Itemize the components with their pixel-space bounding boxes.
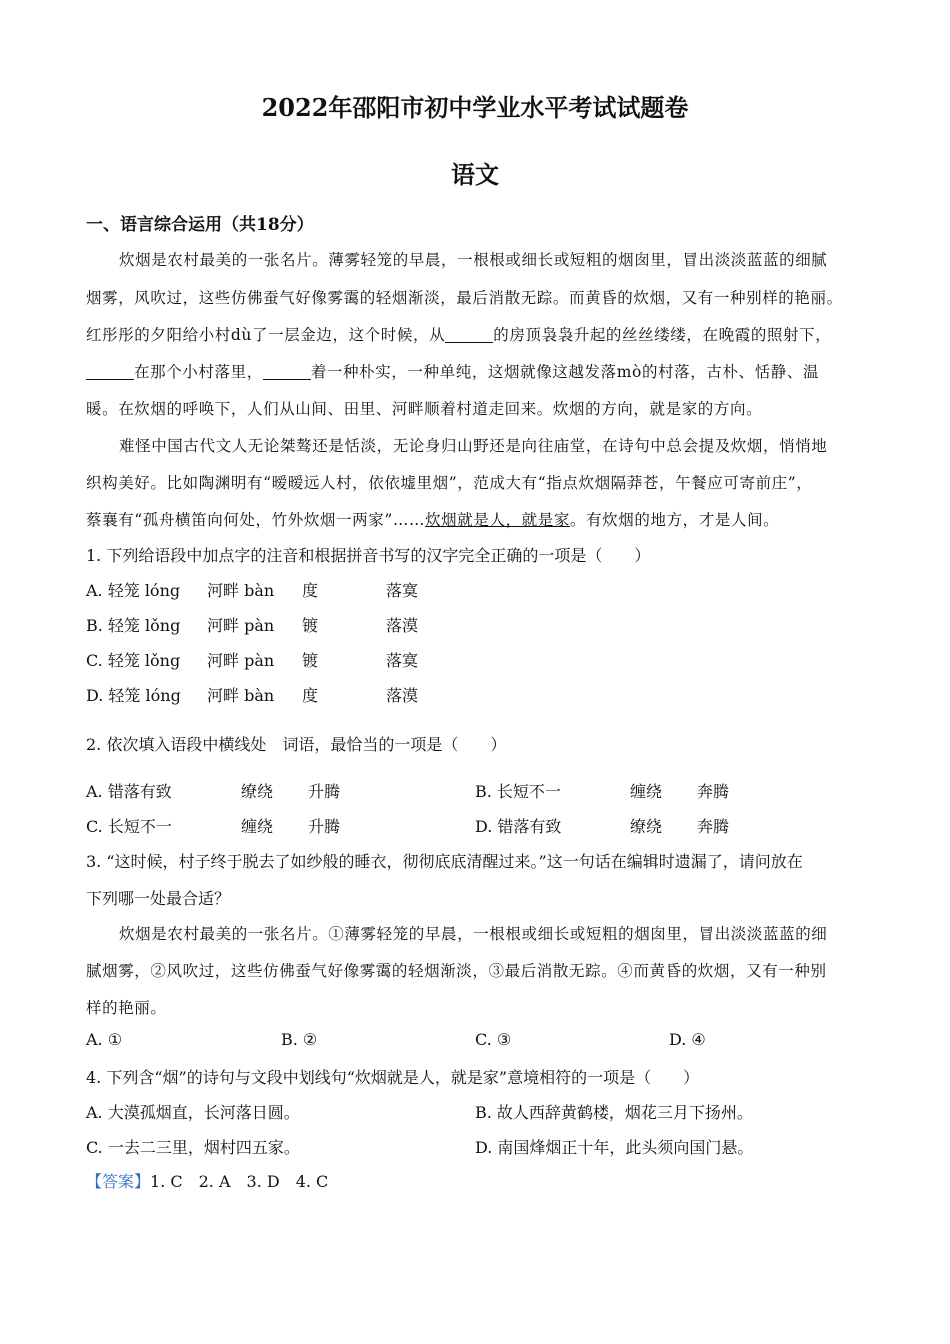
q1-option-d-part: 度 [302, 686, 319, 705]
passage-text: 红彤彤的夕阳给小村dù了一层金边，这个时候，从 [86, 326, 446, 344]
q1-option-d-part: 落漠 [386, 686, 419, 705]
q2-option-d: D. 错落有致 [475, 817, 562, 836]
q2-option-a-part: 缭绕 [241, 782, 274, 801]
q2-option-b-part: 缠绕 [630, 782, 663, 801]
passage-text: 的房顶袅袅升起的丝丝缕缕，在晚霞的照射下， [493, 326, 832, 344]
q2-option-a: A. 错落有致 [86, 782, 172, 801]
q3-option-d: D. ④ [669, 1030, 706, 1049]
q4-option-a: A. 大漠孤烟直，长河落日圆。 [86, 1103, 300, 1122]
subject-title: 语文 [451, 160, 499, 189]
q1-option-a: A. 轻笼 lóng [86, 581, 181, 600]
answer-text: 1. C 2. A 3. D 4. C [150, 1172, 329, 1191]
passage-text: 在那个小村落里， [134, 363, 263, 381]
passage-line: 炊烟是农村最美的一张名片。薄雾轻笼的早晨，一根根或细长或短粗的烟囱里，冒出淡淡蓝蓝的细腻 [119, 251, 828, 269]
q3-passage-line: 腻烟雾，②风吹过，这些仿佛蚕气好像雾霭的轻烟渐淡，③最后消散无踪。④而黄昏的炊烟，又有一种别 [86, 962, 827, 980]
q3-passage-line: 炊烟是农村最美的一张名片。①薄雾轻笼的早晨，一根根或细长或短粗的烟囱里，冒出淡淡蓝蓝的细 [119, 925, 828, 943]
fill-blank [445, 327, 493, 344]
q1-option-b-part: 落漠 [386, 616, 419, 635]
fill-blank [263, 364, 311, 381]
passage-line: 难怪中国古代文人无论桀骜还是恬淡，无论身归山野还是向往庙堂，在诗句中总会提及炊烟，悄悄地 [119, 437, 828, 455]
q1-option-a-part: 度 [302, 581, 319, 600]
passage-line [86, 508, 866, 530]
q3-option-a: A. ① [86, 1030, 123, 1049]
q1-option-b: B. 轻笼 lǒng [86, 616, 181, 635]
question-1-stem: 1. 下列给语段中加点字的注音和根据拼音书写的汉字完全正确的一项是（ ） [86, 546, 651, 565]
q1-option-d-part: 河畔 bàn [207, 686, 275, 705]
fill-blank [86, 364, 134, 381]
q2-option-c-part: 缠绕 [241, 817, 274, 836]
q3-passage-line: 样的艳丽。 [86, 999, 167, 1017]
q1-option-d: D. 轻笼 lóng [86, 686, 181, 705]
question-3-stem-cont: 下列哪一处最合适？ [86, 889, 231, 908]
question-3-stem: 3. “这时候，村子终于脱去了如纱般的睡衣，彻彻底底清醒过来。”这一句话在编辑时遗漏了，请问放在 [86, 852, 803, 871]
q2-option-d-part: 缭绕 [630, 817, 663, 836]
passage-line: 织构美好。比如陶渊明有“暧暧远人村，依依墟里烟”，范成大有“指点炊烟隔莽苍，午餐应可寄前庄”， [86, 474, 813, 492]
q1-option-b-part: 镀 [302, 616, 319, 635]
q4-option-c: C. 一去二三里，烟村四五家。 [86, 1138, 300, 1157]
q3-option-c: C. ③ [475, 1030, 512, 1049]
q1-option-c-part: 落寞 [386, 651, 419, 670]
q1-option-b-part: 河畔 pàn [207, 616, 275, 635]
passage-line [86, 360, 866, 382]
q4-option-b: B. 故人西辞黄鹤楼，烟花三月下扬州。 [475, 1103, 753, 1122]
q2-option-b: B. 长短不一 [475, 782, 561, 801]
q2-option-d-part: 奔腾 [697, 817, 730, 836]
passage-text: 着一种朴实，一种单纯，这烟就像这越发落mò的村落，古朴、恬静、温 [310, 363, 820, 381]
section-heading: 一、语言综合运用（共18分） [86, 215, 314, 235]
q2-option-c-part: 升腾 [308, 817, 341, 836]
q2-option-c: C. 长短不一 [86, 817, 172, 836]
passage-line: 暖。在炊烟的呼唤下，人们从山间、田里、河畔顺着村道走回来。炊烟的方向，就是家的方向。 [86, 400, 763, 418]
q3-option-b: B. ② [281, 1030, 318, 1049]
q1-option-a-part: 河畔 bàn [207, 581, 275, 600]
answer-tag: 【答案】 [86, 1172, 151, 1191]
q1-option-a-part: 落寞 [386, 581, 419, 600]
passage-text: 蔡襄有“孤舟横笛向何处，竹外炊烟一两家”…… [86, 511, 426, 529]
q2-option-a-part: 升腾 [308, 782, 341, 801]
q1-option-c-part: 河畔 pàn [207, 651, 275, 670]
q4-option-d: D. 南国烽烟正十年，此头须向国门悬。 [475, 1138, 754, 1157]
q2-option-b-part: 奔腾 [697, 782, 730, 801]
passage-line [86, 323, 866, 345]
passage-line: 烟雾，风吹过，这些仿佛蚕气好像雾霭的轻烟渐淡，最后消散无踪。而黄昏的炊烟，又有一种别样的艳丽。 [86, 289, 843, 307]
q1-option-c-part: 镀 [302, 651, 319, 670]
question-4-stem: 4. 下列含“烟”的诗句与文段中划线句“炊烟就是人，就是家”意境相符的一项是（ ） [86, 1068, 700, 1087]
exam-title: 2022年邵阳市初中学业水平考试试题卷 [261, 93, 689, 122]
passage-text: 。有炊烟的地方，才是人间。 [569, 511, 780, 529]
q1-option-c: C. 轻笼 lǒng [86, 651, 181, 670]
answer-line [86, 1169, 328, 1192]
question-2-stem: 2. 依次填入语段中横线处 词语，最恰当的一项是（ ） [86, 735, 507, 754]
underlined-sentence: 炊烟就是人，就是家 [425, 511, 570, 529]
